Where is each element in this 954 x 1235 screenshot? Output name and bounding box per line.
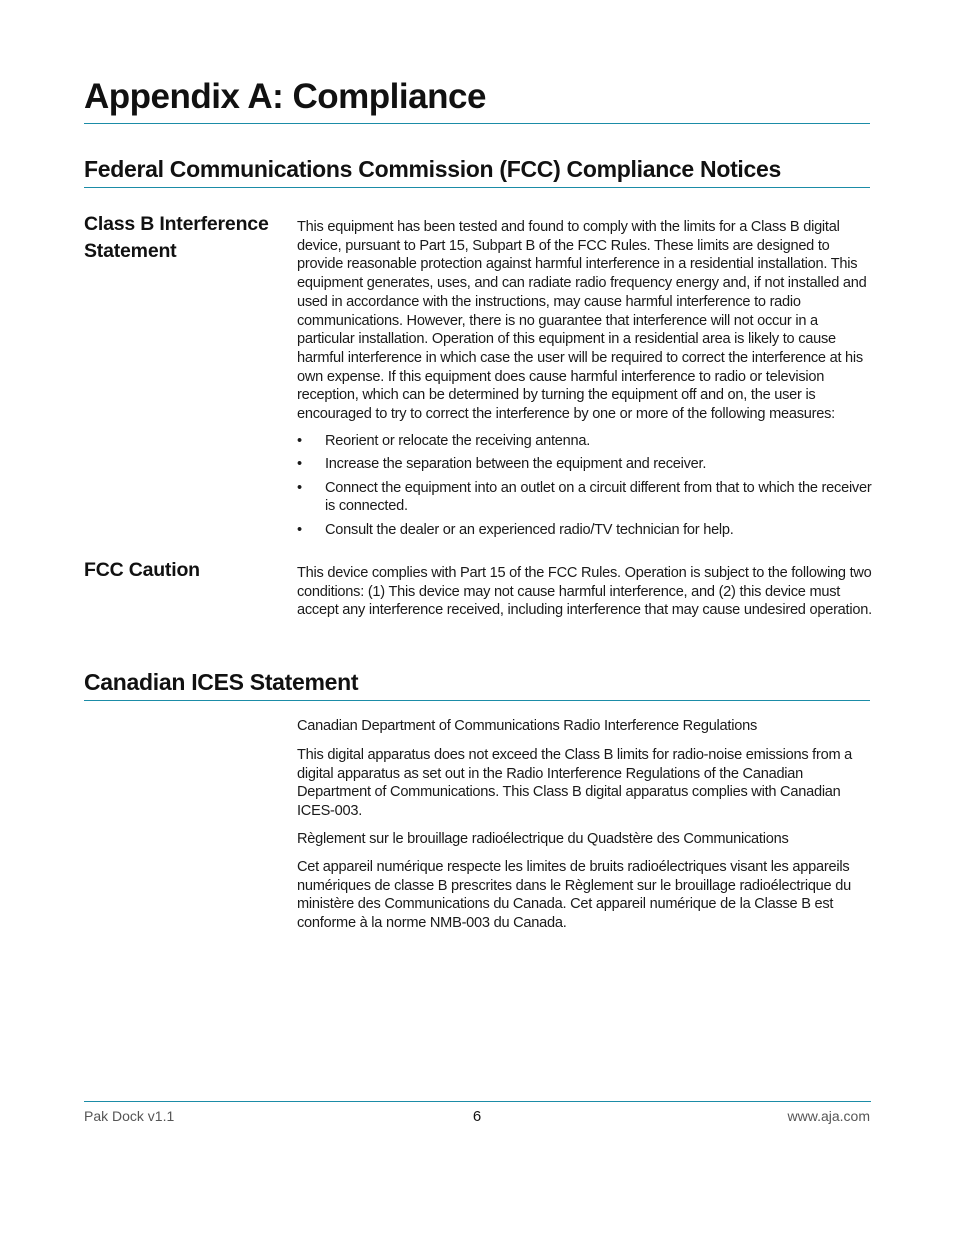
fcc-section-heading: Federal Communications Commission (FCC) Compliance Notices	[84, 156, 781, 182]
class-b-paragraph: This equipment has been tested and found to comply with the limits for a Class B digital device, pursuant to Part 15, Subpart B of the FCC Rules. These limits are designed to provide reasonable protection against harmful interference in a residential installation. This equipment generates, uses, and can radiate radio frequency energy and, if not installed and used in accordance with the instructions, may cause harmful interference to radio communications. However, there is no guarantee that interference will not occur in a particular installation. Operation of this equipment in a residential area is likely to cause harmful interference in which case the user will be required to correct the interference at his own expense. If this equipment does cause harmful interference to radio or television reception, which can be determined by turning the equipment off and on, the user is encouraged to try to correct the interference by one or more of the following measures:	[297, 219, 867, 423]
page-number: 6	[472, 1108, 482, 1125]
list-item-text: Reorient or relocate the receiving antenna.	[325, 433, 591, 449]
list-item-text: Connect the equipment into an outlet on a circuit different from that to which the receiver is connected.	[325, 479, 872, 515]
footer-product-version: Pak Dock v1.1	[84, 1108, 175, 1124]
list-item	[297, 521, 872, 540]
fcc-caution-heading: FCC Caution	[84, 559, 200, 581]
title-divider	[84, 123, 870, 124]
bullet-marker: •	[297, 433, 302, 449]
ices-section-divider	[84, 700, 870, 701]
ices-paragraph-french: Cet appareil numérique respecte les limites de bruits radioélectriques visant les appareils numériques de classe B prescrites dans le Règlement sur le brouillage radioélectrique du ministère des Communications du Canada. Cet appareil numérique de la Classe B est conforme à la norme NMB-003 du Canada.	[297, 859, 851, 932]
list-item-text: Consult the dealer or an experienced radio/TV technician for help.	[325, 521, 734, 538]
fcc-caution-paragraph: This device complies with Part 15 of the FCC Rules. Operation is subject to the following two conditions: (1) This device may not cause harmful interference, and (2) this device must accept any interference received, including interference that may cause undesired operation.	[297, 565, 872, 619]
list-item	[297, 455, 872, 474]
ices-paragraph-regulations-title: Canadian Department of Communications Radio Interference Regulations	[297, 718, 757, 734]
footer-divider	[84, 1101, 871, 1102]
list-item-text: Increase the separation between the equipment and receiver.	[325, 456, 707, 473]
interference-measures-list	[297, 432, 872, 544]
list-item	[297, 432, 872, 451]
ices-paragraph-english: This digital apparatus does not exceed the Class B limits for radio-noise emissions from a digital apparatus as set out in the Radio Interference Regulations of the Canadian Department of Communications. This Class B digital apparatus complies with Canadian ICES-003.	[297, 747, 853, 820]
fcc-section-divider	[84, 187, 870, 188]
class-b-heading: Class B Interference Statement	[84, 213, 269, 262]
ices-paragraph-reglement-title: Règlement sur le brouillage radioélectrique du Quadstère des Communications	[297, 831, 789, 847]
bullet-marker: •	[297, 521, 302, 538]
footer-website: www.aja.com	[787, 1108, 870, 1124]
bullet-marker: •	[297, 479, 302, 496]
bullet-marker: •	[297, 456, 302, 473]
ices-section-heading: Canadian ICES Statement	[84, 669, 359, 695]
page-title: Appendix A: Compliance	[84, 77, 486, 116]
list-item	[297, 479, 872, 516]
